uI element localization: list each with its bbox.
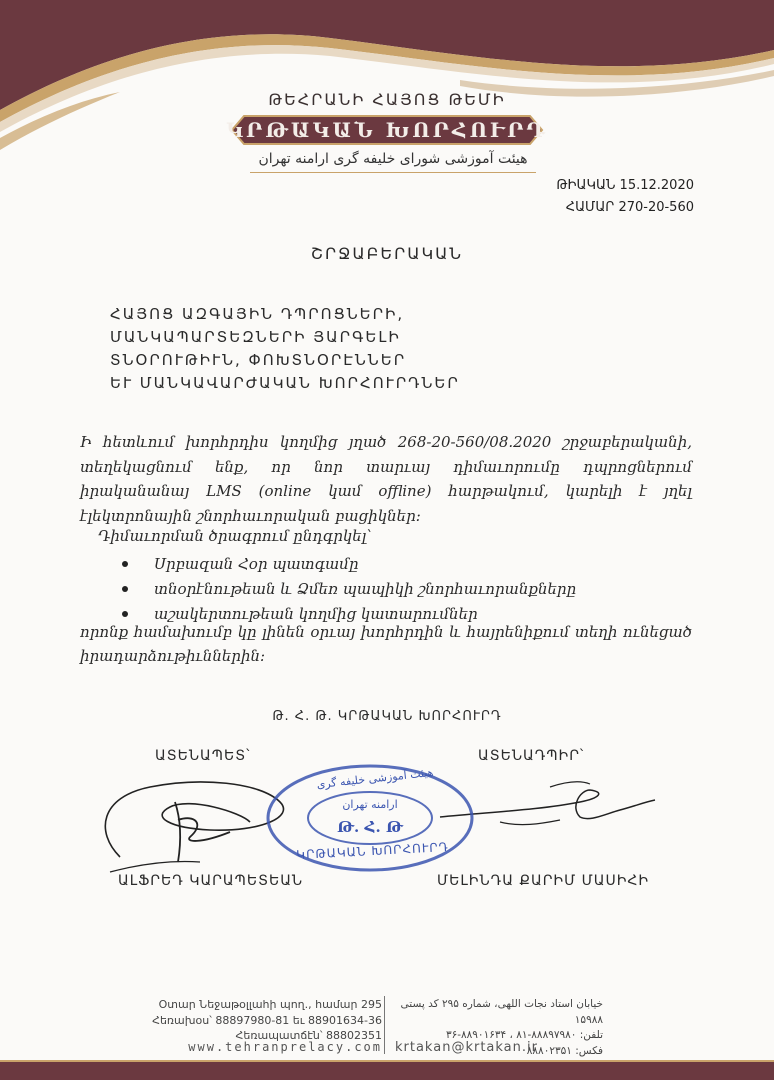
list-item: տնօրէնութեան և Ձմեռ պապիկի շնորհաւորանքները — [122, 577, 576, 602]
stamp-center-text: Թ. Հ. Թ — [337, 818, 403, 836]
stamp-persian-top: هیئت آموزشی خلیفه گری — [316, 765, 434, 792]
closing-paragraph: որոնք համախումբ կը լինեն օրւայ խորհրդին և հայրենիքում տեղի ունեցած իրադարձութիւններին: — [80, 623, 692, 665]
footer-phone-fa: تلفن: ۸۸۸۹۷۹۸۰-۸۱ ، ۸۸۹۰۱۶۳۴-۳۶ — [445, 1029, 603, 1041]
list-item: աշակերտութեան կողմից կատարումներ — [122, 602, 576, 627]
website-link[interactable]: www.tehranprelacy.com — [188, 1040, 382, 1054]
program-list — [122, 552, 576, 627]
footer-contact-armenian — [152, 997, 382, 1044]
organization-name: ԹԵՀՐԱՆԻ ՀԱՅՈՑ ԹԵՄԻ — [268, 90, 506, 109]
recipient-block — [110, 303, 460, 395]
footer-band — [0, 1062, 774, 1080]
footer-phone: Հեռախօս՝ 88897980-81 եւ 88901634-36 — [152, 1013, 382, 1027]
bullet-icon — [122, 611, 128, 617]
recipient-line: ՀԱՅՈՑ ԱԶԳԱՅԻՆ ԴՊՐՈՑՆԵՐԻ, — [110, 305, 405, 323]
program-intro: Դիմաւորման ծրագրում ընդգրկել՝ — [98, 527, 372, 545]
footer-address-fa: خیابان استاد نجات اللهی، شماره ۲۹۵ کد پستی ۱۵۹۸۸ — [400, 998, 603, 1026]
footer-fax: Հեռապատճէն՝ 88802351 — [235, 1029, 382, 1042]
document-date: ԹԻԱԿԱՆ 15.12.2020 — [556, 178, 694, 193]
council-name: Թ. Հ. Թ. ԿՐԹԱԿԱՆ ԽՈՐՀՈՒՐԴ — [272, 709, 502, 724]
left-signatory-name: ԱԼՖՐԵԴ ԿԱՐԱՊԵՏԵԱՆ — [118, 873, 304, 889]
right-signatory-role: ԱՏԵՆԱԴՊԻՐ՝ — [478, 748, 585, 764]
banner-title: ԿՐԹԱԿԱՆ ԽՈՐՀՈՒՐԴ — [226, 118, 548, 142]
body-paragraph: Ի հետևում խորհրդիս կողմից յղած 268-20-560/08.2020 շրջաբերականի, տեղեկացնում ենք, որ նոր տարւայ դիմաւորումը դպրոցներում իրականանայ LMS (online կամ offline) հարթակում, կարելի է յղել էլեկտրոնային շնորհաւորական բացիկներ: — [80, 433, 692, 525]
footer-fax-fa: فکس: ۸۸۸۰۲۳۵۱ — [526, 1044, 603, 1057]
footer-divider — [384, 996, 385, 1054]
bullet-icon — [122, 561, 128, 567]
stamp-bottom-text: ԿՐԹԱԿԱՆ ԽՈՐՀՈՒՐԴ — [295, 840, 450, 862]
bullet-icon — [122, 586, 128, 592]
official-stamp — [265, 762, 475, 874]
list-item: Սրբազան Հօր պատգամը — [122, 552, 576, 577]
email-link[interactable]: krtakan@krtakan.ir — [395, 1040, 538, 1055]
recipient-line: ԵՒ ՄԱՆԿԱՎԱՐԺԱԿԱՆ ԽՈՐՀՈՒՐԴՆԵՐ — [110, 374, 460, 392]
header-wave-decoration — [0, 0, 774, 175]
stamp-persian-mid: ارامنه تهران — [342, 798, 398, 811]
recipient-line: ՄԱՆԿԱՊԱՐՏԵԶՆԵՐԻ ՅԱՐԳԵԼԻ — [110, 328, 401, 346]
left-signatory-role: ԱՏԵՆԱՊԵՏ՝ — [155, 748, 251, 764]
document-title: ՇՐՋԱԲԵՐԱԿԱՆ — [310, 244, 464, 263]
right-signatory-name: ՄԵԼԻՆԴԱ ՔԱՐԻՄ ՄԱՍԻՀԻ — [437, 873, 650, 889]
persian-org-name: هیئت آموزشی شورای خلیفه گری ارامنه تهران — [258, 151, 528, 167]
recipient-line: ՏՆՕՐՈՒԹԻՒՆ, ՓՈԽՏՆՕՐԷՆՆԵՐ — [110, 351, 407, 369]
header-divider — [250, 172, 536, 173]
document-number: ՀԱՄԱՐ 270-20-560 — [565, 200, 694, 215]
footer-address: Օտար Նեջաթօլլահի պող., համար 295 — [158, 998, 382, 1011]
